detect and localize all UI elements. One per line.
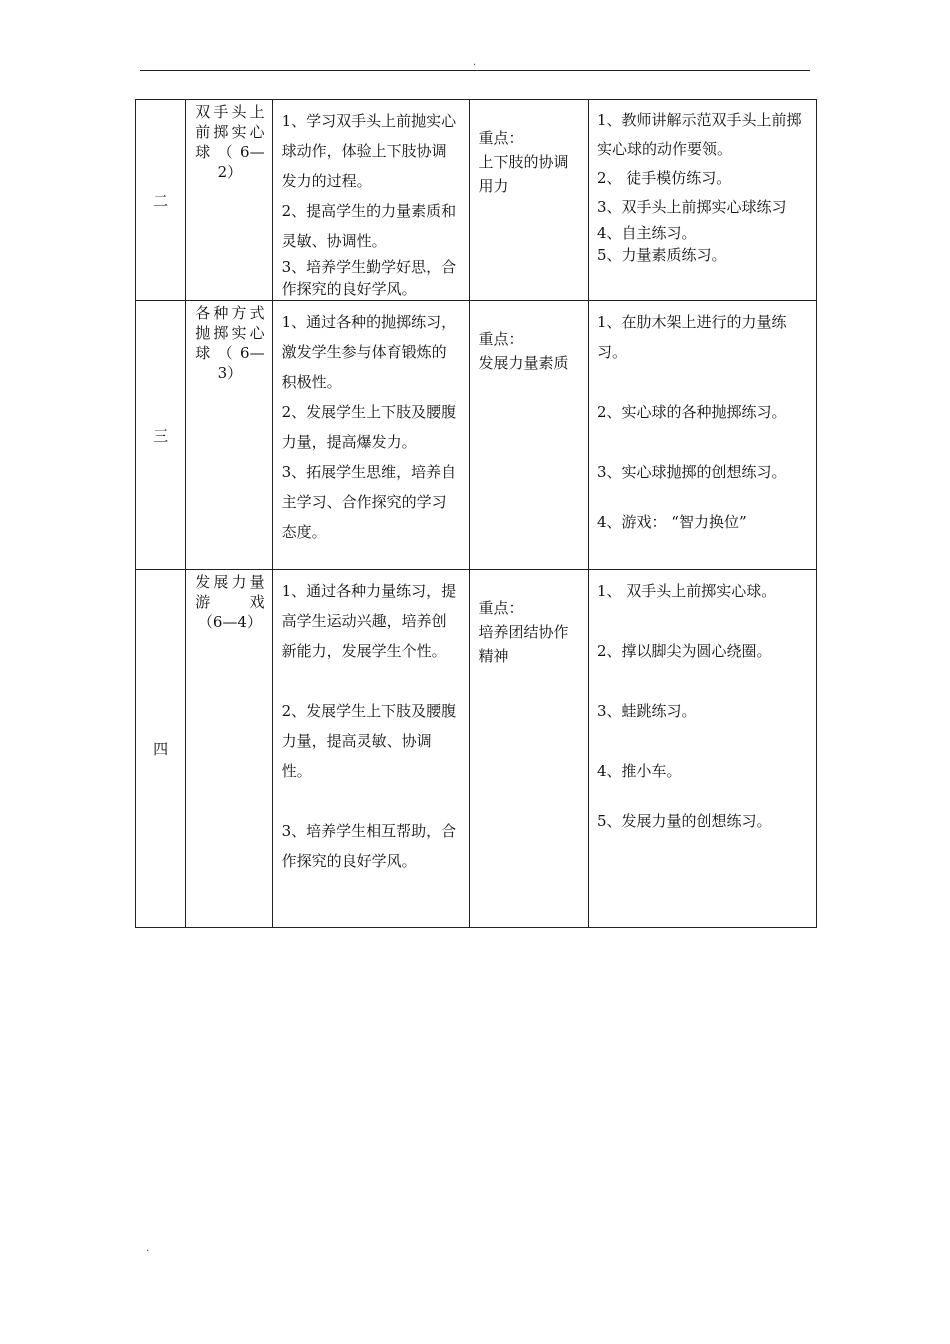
lesson-key-point [470, 100, 589, 301]
topic-line: 双手头上 [195, 103, 265, 121]
header-rule [140, 70, 810, 71]
key-label: 重点： [478, 330, 524, 348]
topic-line: 游 戏 [195, 593, 265, 611]
objective-item: 3、培养学生相互帮助，合作探究的良好学风。 [281, 822, 457, 870]
lesson-objectives [272, 301, 470, 570]
lesson-key-point [470, 570, 589, 928]
method-item: 1、 双手头上前掷实心球。 [596, 582, 777, 600]
lesson-topic [186, 301, 272, 570]
key-label: 重点： [478, 129, 524, 147]
method-item: 1、在肋木架上进行的力量练习。 [596, 313, 787, 361]
method-item: 2、实心球的各种抛掷练习。 [596, 403, 787, 421]
lesson-key-point [470, 301, 589, 570]
table-row [136, 301, 817, 570]
objective-item: 1、通过各种的抛掷练习，激发学生参与体育锻炼的积极性。 [281, 313, 457, 391]
objective-item: 3、培养学生勤学好思，合作探究的良好学风。 [281, 258, 457, 298]
lesson-number: 二 [136, 100, 186, 301]
method-item: 3、双手头上前掷实心球练习 [596, 198, 787, 216]
key-text: 发展力量素质 [478, 354, 569, 372]
method-item: 4、游戏： “智力换位” [596, 513, 747, 531]
topic-line: 球（6—2） [195, 143, 265, 181]
objective-item: 2、发展学生上下肢及腰腹力量，提高爆发力。 [281, 403, 457, 451]
header-mark: . [473, 57, 477, 68]
method-item: 5、力量素质练习。 [596, 246, 727, 264]
lesson-topic [186, 100, 272, 301]
objective-item: 2、提高学生的力量素质和灵敏、协调性。 [281, 202, 457, 250]
method-item: 4、自主练习。 [596, 224, 697, 242]
lesson-topic [186, 570, 272, 928]
lesson-methods [588, 100, 816, 301]
lesson-methods [588, 570, 816, 928]
topic-line: 球（6—3） [195, 344, 265, 382]
key-label: 重点： [478, 599, 524, 617]
method-item: 3、蛙跳练习。 [596, 702, 697, 720]
lesson-number: 四 [136, 570, 186, 928]
lesson-methods [588, 301, 816, 570]
key-text: 上下肢的协调用力 [478, 153, 569, 195]
objective-item: 1、通过各种力量练习，提高学生运动兴趣，培养创新能力，发展学生个性。 [281, 582, 457, 660]
method-item: 3、实心球抛掷的创想练习。 [596, 463, 787, 481]
table-row [136, 100, 817, 301]
table-row [136, 570, 817, 928]
lesson-number: 三 [136, 301, 186, 570]
lesson-objectives [272, 100, 470, 301]
objective-item: 3、拓展学生思维，培养自主学习、合作探究的学习态度。 [281, 463, 457, 541]
method-item: 2、 徒手模仿练习。 [596, 169, 732, 187]
topic-line: 前掷实心 [195, 123, 265, 141]
lesson-plan-table [135, 99, 817, 928]
objective-item: 2、发展学生上下肢及腰腹力量，提高灵敏、协调性。 [281, 702, 457, 780]
method-item: 4、推小车。 [596, 762, 682, 780]
method-item: 5、发展力量的创想练习。 [596, 812, 772, 830]
topic-line: 发展力量 [195, 573, 265, 591]
method-item: 2、撑以脚尖为圆心绕圈。 [596, 642, 772, 660]
lesson-objectives [272, 570, 470, 928]
topic-line: 各种方式 [195, 304, 265, 322]
objective-item: 1、学习双手头上前抛实心球动作，体验上下肢协调发力的过程。 [281, 112, 457, 190]
topic-line: （6—4） [197, 613, 262, 631]
key-text: 培养团结协作精神 [478, 623, 569, 665]
footer-mark: . [146, 1243, 150, 1254]
topic-line: 抛掷实心 [195, 324, 265, 342]
method-item: 1、教师讲解示范双手头上前掷实心球的动作要领。 [596, 111, 802, 158]
